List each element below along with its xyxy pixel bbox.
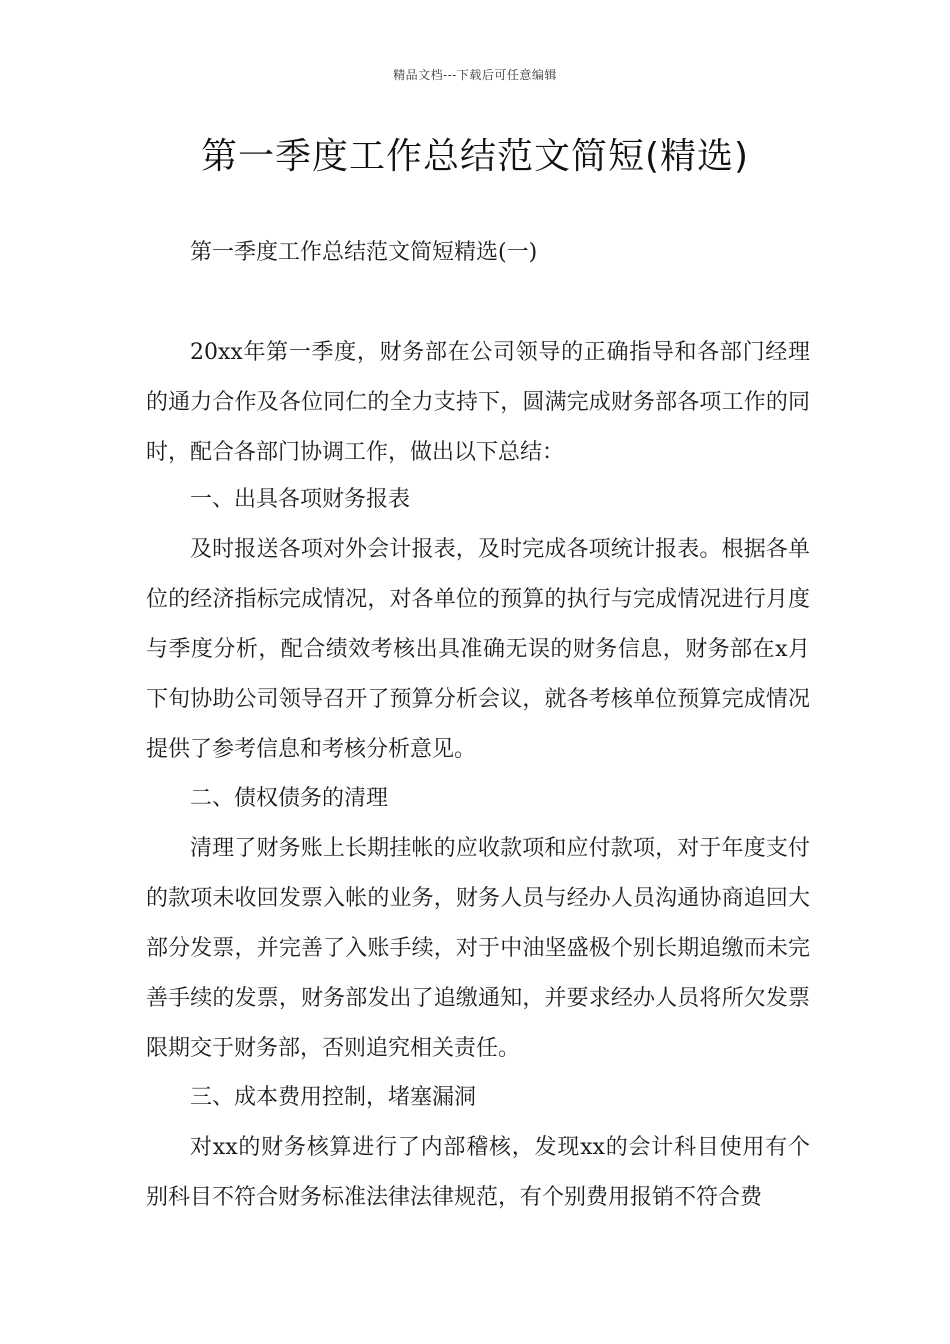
subtitle: 第一季度工作总结范文简短精选(一) xyxy=(190,240,538,265)
header-note: 精品文档---下载后可任意编辑 xyxy=(393,68,557,82)
intro-paragraph: 20xx年第一季度，财务部在公司领导的正确指导和各部门经理的通力合作及各位同仁的全力支持下，圆满完成财务部各项工作的同时，配合各部门协调工作，做出以下总结： xyxy=(146,340,810,465)
section-paragraph-2: 清理了财务账上长期挂帐的应收款项和应付款项，对于年度支付的款项未收回发票入帐的业务，财务人员与经办人员沟通协商追回大部分发票，并完善了入账手续，对于中油坚盛极个别长期追缴而未完善手续的发票，财务部发出了追缴通知，并要求经办人员将所欠发票限期交于财务部，否则追究相关责任。 xyxy=(146,836,810,1061)
section-paragraph-1: 及时报送各项对外会计报表，及时完成各项统计报表。根据各单位的经济指标完成情况，对各单位的预算的执行与完成情况进行月度与季度分析，配合绩效考核出具准确无误的财务信息，财务部在x月下旬协助公司领导召开了预算分析会议，就各考核单位预算完成情况提供了参考信息和考核分析意见。 xyxy=(146,537,810,762)
section-paragraph-3: 对xx的财务核算进行了内部稽核，发现xx的会计科目使用有个别科目不符合财务标准法律法律规范，有个别费用报销不符合费 xyxy=(146,1135,810,1210)
section-heading-3: 三、成本费用控制，堵塞漏洞 xyxy=(190,1085,477,1110)
section-heading-2: 二、债权债务的清理 xyxy=(190,786,389,811)
document-title: 第一季度工作总结范文简短(精选) xyxy=(200,136,750,177)
section-heading-1: 一、出具各项财务报表 xyxy=(190,487,411,512)
